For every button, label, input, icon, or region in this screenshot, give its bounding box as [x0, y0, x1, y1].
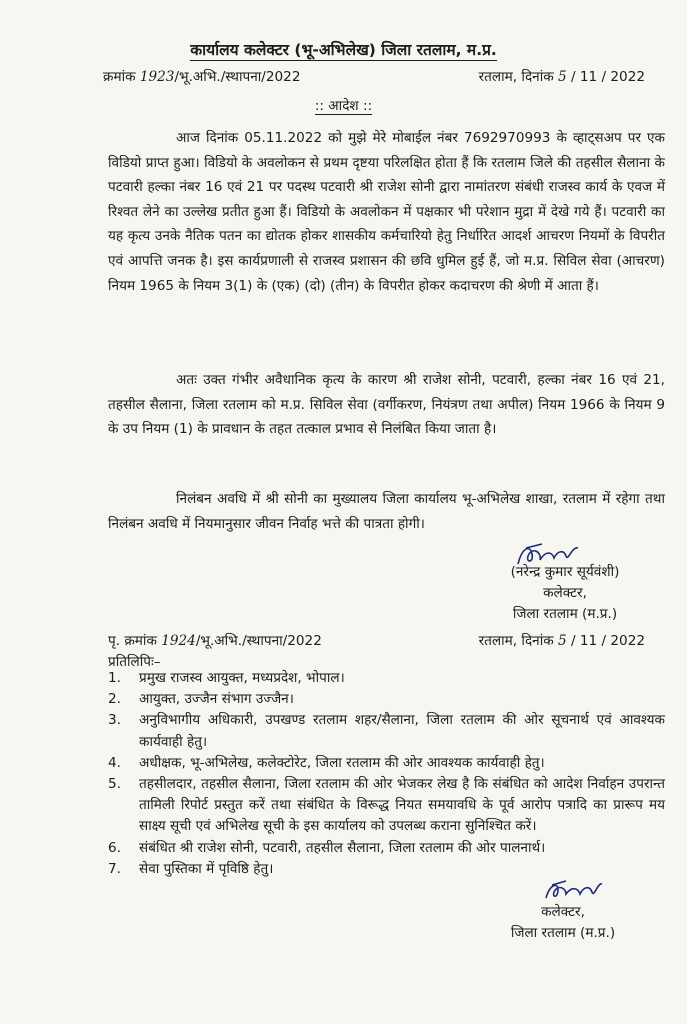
signatory-copy-designation: कलेक्टर,	[541, 904, 585, 920]
copies-list	[108, 668, 665, 880]
copy-place-date-label: रतलाम, दिनांक	[478, 633, 554, 649]
reference-number-handwritten: 1923	[139, 69, 175, 85]
order-title-text: :: आदेश ::	[314, 98, 373, 114]
office-header-text: कार्यालय कलेक्टर (भू-अभिलेख) जिला रतलाम, म.प्र.	[190, 41, 497, 59]
order-place-date	[479, 66, 645, 85]
order-paragraph-1: आज दिनांक 05.11.2022 को मुझे मेरे मोबाईल नंबर 7692970993 के व्हाट्सअप पर एक विडियो प्राप्त हुआ। विडियो के अवलोकन से प्रथम दृष्टया परिलक्षित होता हैं कि रतलाम जिले की तहसील सैलाना के पटवारी हल्का नंबर 16 एवं 21 पर पदस्थ पटवारी श्री राजेश सोनी द्वारा नामांतरण संबंधी राजस्व कार्य के एवज में रिश्वत लेने का उल्लेख प्रतीत हुआ हैं। विडियो के अवलोकन में पक्षकार भी परेशान मुद्रा में देखे गये हैं। पटवारी का यह कृत्य उनके नैतिक पतन का द्योतक होकर शासकीय कर्मचारियो हेतु निर्धारित आदर्श आचरण नियमों के विपरीत एवं आपत्ति जनक है। इस कार्यप्रणाली से राजस्व प्रशासन की छवि धुमिल हुई हैं, जो म.प्र. सिविल सेवा (आचरण) नियम 1965 के नियम 3(1) के (एक) (दो) (तीन) के विपरीत होकर कदाचरण की श्रेणी में आता हैं।	[108, 130, 665, 294]
copy-reference-number	[108, 630, 322, 649]
reference-suffix: /भू.अभि./स्थापना/2022	[174, 69, 301, 85]
signatory-block	[470, 562, 660, 625]
place-date-label: रतलाम, दिनांक	[478, 69, 554, 85]
reference-label: क्रमांक	[103, 69, 136, 85]
list-item: 2. आयुक्त, उज्जैन संभाग उज्जैन।	[108, 691, 294, 708]
signatory-designation: कलेक्टर,	[543, 585, 587, 601]
list-item: 5. तहसीलदार, तहसील सैलाना, जिला रतलाम की ओर भेजकर लेख है कि संबंधित को आदेश निर्वाहन उपरान्त तामिली रिपोर्ट प्रस्तुत करें तथा संबंधित के विरूद्ध नियत समयावधि के पूर्व आरोप पत्रादि का प्रारूप मय साक्ष्य सूची एवं अभिलेख सूची के इस कार्यालय को उपलब्ध कराना सुनिश्चित करें।	[108, 776, 665, 835]
copy-reference-suffix: /भू.अभि./स्थापना/2022	[195, 633, 322, 649]
copy-date-month-year: / 11 / 2022	[570, 633, 645, 649]
list-item: 4. अधीक्षक, भू-अभिलेख, कलेक्टोरेट, जिला रतलाम की ओर आवश्यक कार्यवाही हेतु।	[108, 754, 545, 771]
signatory-copy-office: जिला रतलाम (म.प्र.)	[510, 925, 616, 941]
date-day-handwritten: 5	[558, 69, 567, 85]
signatory-block-copy	[478, 902, 648, 944]
signatory-office: जिला रतलाम (म.प्र.)	[512, 606, 618, 622]
list-item: 6. संबंधित श्री राजेश सोनी, पटवारी, तहसील सैलाना, जिला रतलाम की ओर पालनार्थ।	[108, 839, 546, 856]
copy-reference-number-handwritten: 1924	[161, 633, 196, 649]
copies-heading: प्रतिलिपिः–	[108, 654, 161, 670]
list-item: 3. अनुविभागीय अधिकारी, उपखण्ड रतलाम शहर/सैलाना, जिला रतलाम की ओर सूचनार्थ एवं आवश्यक कार्यवाही हेतु।	[108, 712, 665, 750]
order-reference-number	[103, 66, 300, 85]
copy-place-date	[479, 630, 645, 649]
order-paragraph-3: निलंबन अवधि में श्री सोनी का मुख्यालय जिला कार्यालय भू-अभिलेख शाखा, रतलाम में रहेगा तथा निलंबन अवधि में नियमानुसार जीवन निर्वाह भत्ते की पात्रता होगी।	[108, 491, 665, 532]
date-month-year: / 11 / 2022	[570, 69, 645, 85]
copy-reference-label: पृ. क्रमांक	[108, 633, 157, 649]
order-title	[0, 95, 687, 114]
signatory-name: (नरेन्द्र कुमार सूर्यवंशी)	[510, 564, 620, 580]
list-item: 1. प्रमुख राजस्व आयुक्त, मध्यप्रदेश, भोपाल।	[108, 670, 345, 686]
order-paragraph-2: अतः उक्त गंभीर अवैधानिक कृत्य के कारण श्री राजेश सोनी, पटवारी, हल्का नंबर 16 एवं 21, तहसील सैलाना, जिला रतलाम को म.प्र. सिविल सेवा (वर्गीकरण, नियंत्रण तथा अपील) नियम 1966 के नियम 9 के उप नियम (1) के प्रावधान के तहत तत्काल प्रभाव से निलंबित किया जाता है।	[108, 372, 665, 438]
list-item: 7. सेवा पुस्तिका में पृविष्ठि हेतु।	[108, 860, 274, 877]
copy-date-day-handwritten: 5	[558, 633, 567, 649]
office-header	[0, 38, 687, 60]
